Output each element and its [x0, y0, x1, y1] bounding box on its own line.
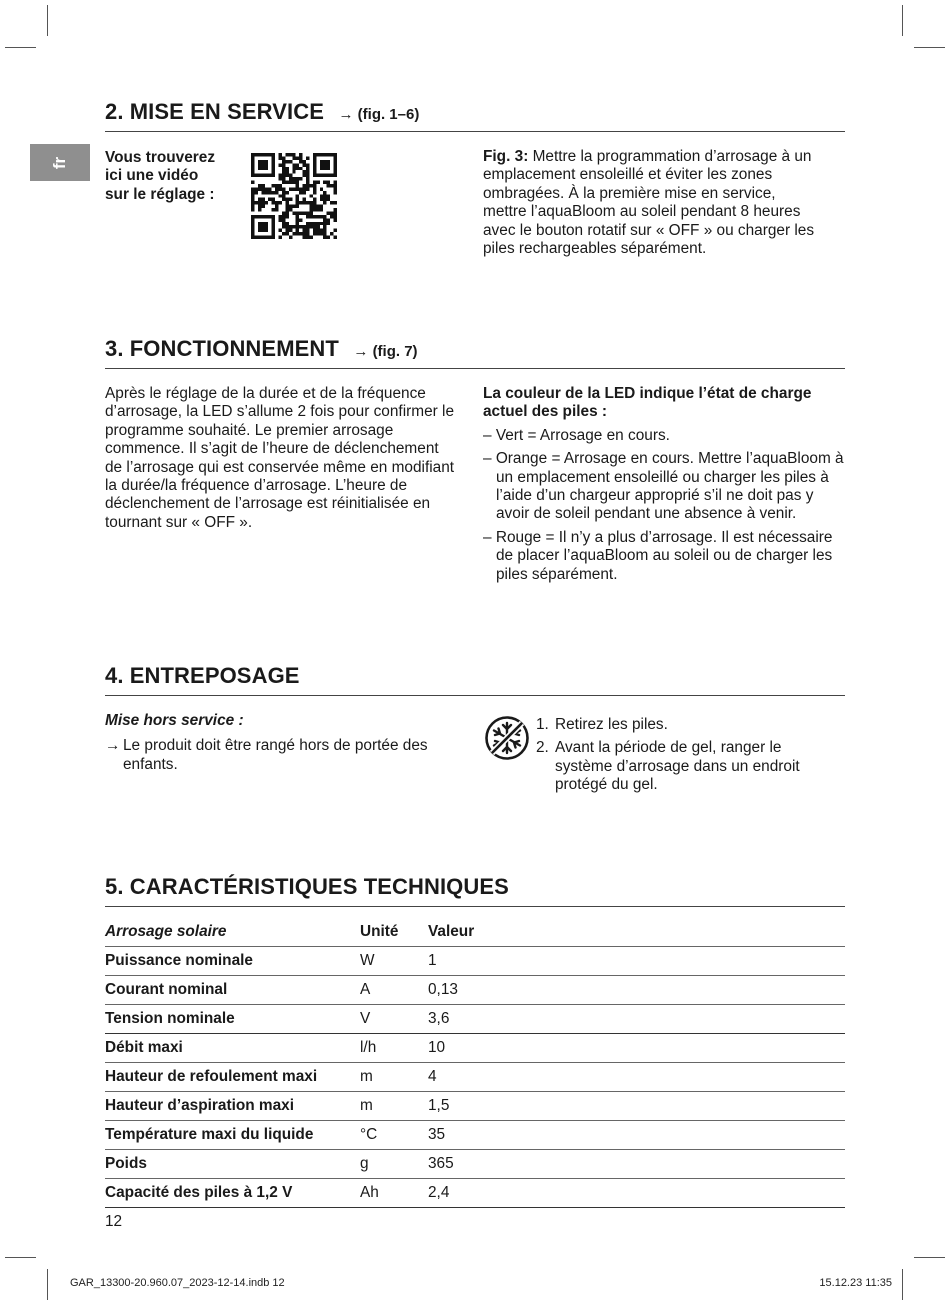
crop-mark — [5, 1257, 36, 1258]
table-row: Courant nominal A 0,13 — [105, 976, 845, 1005]
arrow-list-item — [105, 737, 455, 774]
video-label-line: Vous trouverez — [105, 149, 216, 166]
video-label-line: ici une vidéo — [105, 167, 199, 185]
column-header: Arrosage solaire — [105, 918, 360, 947]
section-3-title: 3. FONCTIONNEMENT — [105, 336, 339, 361]
table-header-row — [105, 918, 845, 947]
language-tab — [30, 144, 90, 181]
section-2-title: 2. MISE EN SERVICE — [105, 99, 325, 124]
crop-mark — [902, 1269, 903, 1300]
arrow-item-text: Le produit doit être rangé hors de portée des enfants. — [123, 737, 428, 773]
language-tab-label: fr — [50, 156, 69, 169]
list-item: – Orange = Arrosage en cours. Mettre l’aquaBloom à un emplacement ensoleillé ou charger les piles à l’aide d’un chargeur approprié s’il ne doit pas y avoir de soleil pendant une absence à venir. — [483, 450, 844, 523]
column-header: Unité — [360, 918, 428, 947]
table-row: Hauteur de refoulement maxi m 4 — [105, 1063, 845, 1092]
storage-numbered-list — [536, 716, 826, 800]
no-frost-icon — [484, 715, 530, 761]
arrow-icon: → — [353, 343, 369, 360]
table-row: Débit maxi l/h 10 — [105, 1034, 845, 1063]
fig-3-paragraph — [483, 148, 818, 258]
section-4-heading — [105, 663, 845, 696]
fig-3-text: Mettre la programmation d’arrosage à un emplacement ensoleillé et éviter les zones ombragées. À la première mise en service, mettre l’aquaBloom au soleil pendant 8 heures avec le bouton rotatif sur « OFF » ou charger les piles rechargeables séparément. — [483, 148, 815, 258]
column-header: Valeur — [428, 918, 845, 947]
crop-mark — [914, 47, 945, 48]
led-status-list — [483, 427, 845, 584]
section-2-fig-ref: (fig. 1–6) — [357, 106, 420, 123]
crop-mark — [5, 47, 36, 48]
crop-mark — [902, 5, 903, 36]
table-row: Hauteur d’aspiration maxi m 1,5 — [105, 1092, 845, 1121]
fig-3-label: Fig. 3: — [483, 148, 529, 165]
table-row: Puissance nominale W 1 — [105, 947, 845, 976]
arrow-icon: → — [338, 106, 354, 123]
led-status-heading: La couleur de la LED indique l’état de charge actuel des piles : — [483, 385, 812, 421]
list-item: – Rouge = Il n’y a plus d’arrosage. Il est nécessaire de placer l’aquaBloom au soleil ou de charger les piles séparément. — [483, 528, 833, 583]
list-item: – Vert = Arrosage en cours. — [483, 426, 670, 444]
crop-mark — [47, 5, 48, 36]
section-3-fig-ref: (fig. 7) — [372, 343, 418, 360]
specs-table — [105, 918, 845, 1208]
table-row: Tension nominale V 3,6 — [105, 1005, 845, 1034]
table-row: Poids g 365 — [105, 1150, 845, 1179]
footer-datetime: 15.12.23 11:35 — [819, 1277, 892, 1289]
decommission-subheading: Mise hors service : — [105, 712, 244, 729]
table-row: Capacité des piles à 1,2 V Ah 2,4 — [105, 1179, 845, 1208]
crop-mark — [914, 1257, 945, 1258]
section-3-heading — [105, 336, 845, 369]
section-4-title: 4. ENTREPOSAGE — [105, 663, 300, 688]
qr-code[interactable] — [251, 153, 337, 239]
section-5-title: 5. CARACTÉRISTIQUES TECHNIQUES — [105, 874, 509, 899]
page-number: 12 — [105, 1213, 123, 1230]
operation-paragraph: Après le réglage de la durée et de la fréquence d’arrosage, la LED s’allume 2 fois pour confirmer le programme souhaité. Le premier arrosage commence. Il s’agit de l’heure de déclenchement de l’arrosage qui est conservée même en modifiant la durée/la fréquence d’arrosage. L’heure de déclenchement de l’arrosage est réinitialisée en tournant sur « OFF ». — [105, 385, 455, 531]
led-status-block — [483, 385, 845, 584]
arrow-icon: → — [105, 737, 121, 755]
section-5-heading — [105, 874, 845, 907]
list-item: 2. Avant la période de gel, ranger le système d’arrosage dans un endroit protégé du gel. — [536, 739, 800, 794]
video-label-line: sur le réglage : — [105, 185, 215, 203]
table-row: Température maxi du liquide °C 35 — [105, 1121, 845, 1150]
list-item: 1. Retirez les piles. — [536, 716, 668, 733]
footer-file-name: GAR_13300-20.960.07_2023-12-14.indb 12 — [70, 1277, 285, 1289]
storage-left-block — [105, 712, 455, 774]
section-2-heading — [105, 99, 845, 132]
crop-mark — [47, 1269, 48, 1300]
video-label — [105, 149, 245, 204]
